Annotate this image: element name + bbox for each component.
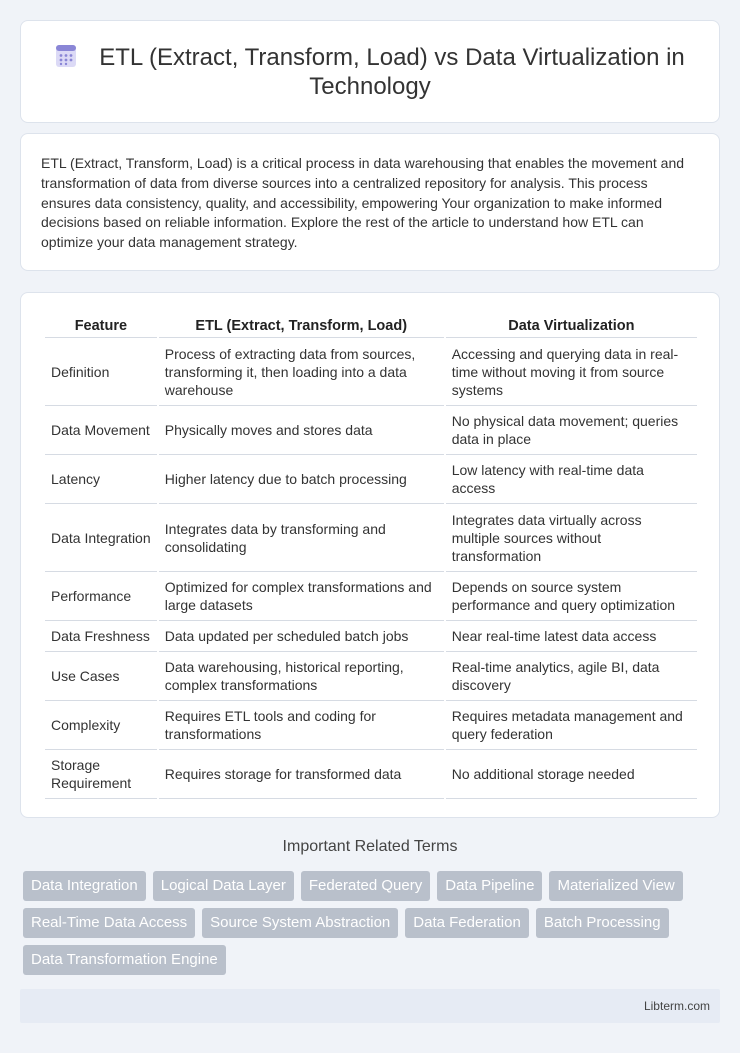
table-header-row (45, 313, 697, 338)
page-title-text: ETL (Extract, Transform, Load) vs Data Virtualization in Technology (99, 43, 685, 100)
virtualization-cell: Depends on source system performance and query optimization (446, 572, 697, 621)
footer (20, 989, 720, 1023)
feature-cell: Latency (45, 455, 157, 504)
feature-cell: Storage Requirement (45, 750, 157, 799)
etl-cell: Data updated per scheduled batch jobs (159, 621, 444, 652)
table-row (45, 572, 697, 621)
document-list-icon (55, 44, 77, 68)
table-row (45, 338, 697, 406)
comparison-card (20, 292, 720, 818)
intro-card (20, 133, 720, 271)
related-term-tag[interactable]: Data Integration (23, 871, 146, 901)
page-title (51, 43, 689, 101)
related-term-tag[interactable]: Real-Time Data Access (23, 908, 195, 938)
virtualization-cell: Real-time analytics, agile BI, data discovery (446, 652, 697, 701)
etl-cell: Data warehousing, historical reporting, complex transformations (159, 652, 444, 701)
related-term-tag[interactable]: Batch Processing (536, 908, 669, 938)
table-row (45, 406, 697, 455)
footer-brand[interactable]: Libterm.com (643, 999, 710, 1013)
intro-paragraph: ETL (Extract, Transform, Load) is a critical process in data warehousing that enables the movement and transformation of data from diverse sources into a centralized repository for analysis. This process ensures data consistency, quality, and accessibility, empowering Your organization to make informed decisions based on reliable information. Explore the rest of the article to understand how ETL can optimize your data management strategy. (41, 155, 685, 251)
related-term-tag[interactable]: Materialized View (549, 871, 682, 901)
feature-cell: Performance (45, 572, 157, 621)
virtualization-cell: Accessing and querying data in real-time without moving it from source systems (446, 338, 697, 406)
table-row (45, 701, 697, 750)
related-terms-list (23, 871, 723, 975)
etl-cell: Requires storage for transformed data (159, 750, 444, 799)
related-term-tag[interactable]: Data Federation (405, 908, 529, 938)
table-row (45, 504, 697, 572)
feature-cell: Data Movement (45, 406, 157, 455)
feature-cell: Use Cases (45, 652, 157, 701)
etl-cell: Physically moves and stores data (159, 406, 444, 455)
table-body (45, 338, 697, 799)
related-term-tag[interactable]: Federated Query (301, 871, 430, 901)
virtualization-cell: Low latency with real-time data access (446, 455, 697, 504)
feature-cell: Complexity (45, 701, 157, 750)
title-card (20, 20, 720, 123)
etl-cell: Higher latency due to batch processing (159, 455, 444, 504)
etl-cell: Optimized for complex transformations and large datasets (159, 572, 444, 621)
related-terms-title: Important Related Terms (282, 838, 458, 855)
etl-cell: Requires ETL tools and coding for transformations (159, 701, 444, 750)
virtualization-cell: Near real-time latest data access (446, 621, 697, 652)
virtualization-cell: Integrates data virtually across multiple sources without transformation (446, 504, 697, 572)
header-etl: ETL (Extract, Transform, Load) (159, 313, 444, 338)
etl-cell: Process of extracting data from sources, transforming it, then loading into a data warehouse (159, 338, 444, 406)
header-virtualization: Data Virtualization (446, 313, 697, 338)
feature-cell: Data Integration (45, 504, 157, 572)
related-term-tag[interactable]: Data Pipeline (437, 871, 542, 901)
related-term-tag[interactable]: Logical Data Layer (153, 871, 294, 901)
feature-cell: Definition (45, 338, 157, 406)
header-feature: Feature (45, 313, 157, 338)
related-term-tag[interactable]: Source System Abstraction (202, 908, 398, 938)
feature-cell: Data Freshness (45, 621, 157, 652)
related-term-tag[interactable]: Data Transformation Engine (23, 945, 226, 975)
table-row (45, 652, 697, 701)
table-row (45, 455, 697, 504)
virtualization-cell: No physical data movement; queries data in place (446, 406, 697, 455)
table-row (45, 621, 697, 652)
comparison-table (43, 313, 699, 799)
etl-cell: Integrates data by transforming and consolidating (159, 504, 444, 572)
virtualization-cell: Requires metadata management and query federation (446, 701, 697, 750)
table-row (45, 750, 697, 799)
virtualization-cell: No additional storage needed (446, 750, 697, 799)
